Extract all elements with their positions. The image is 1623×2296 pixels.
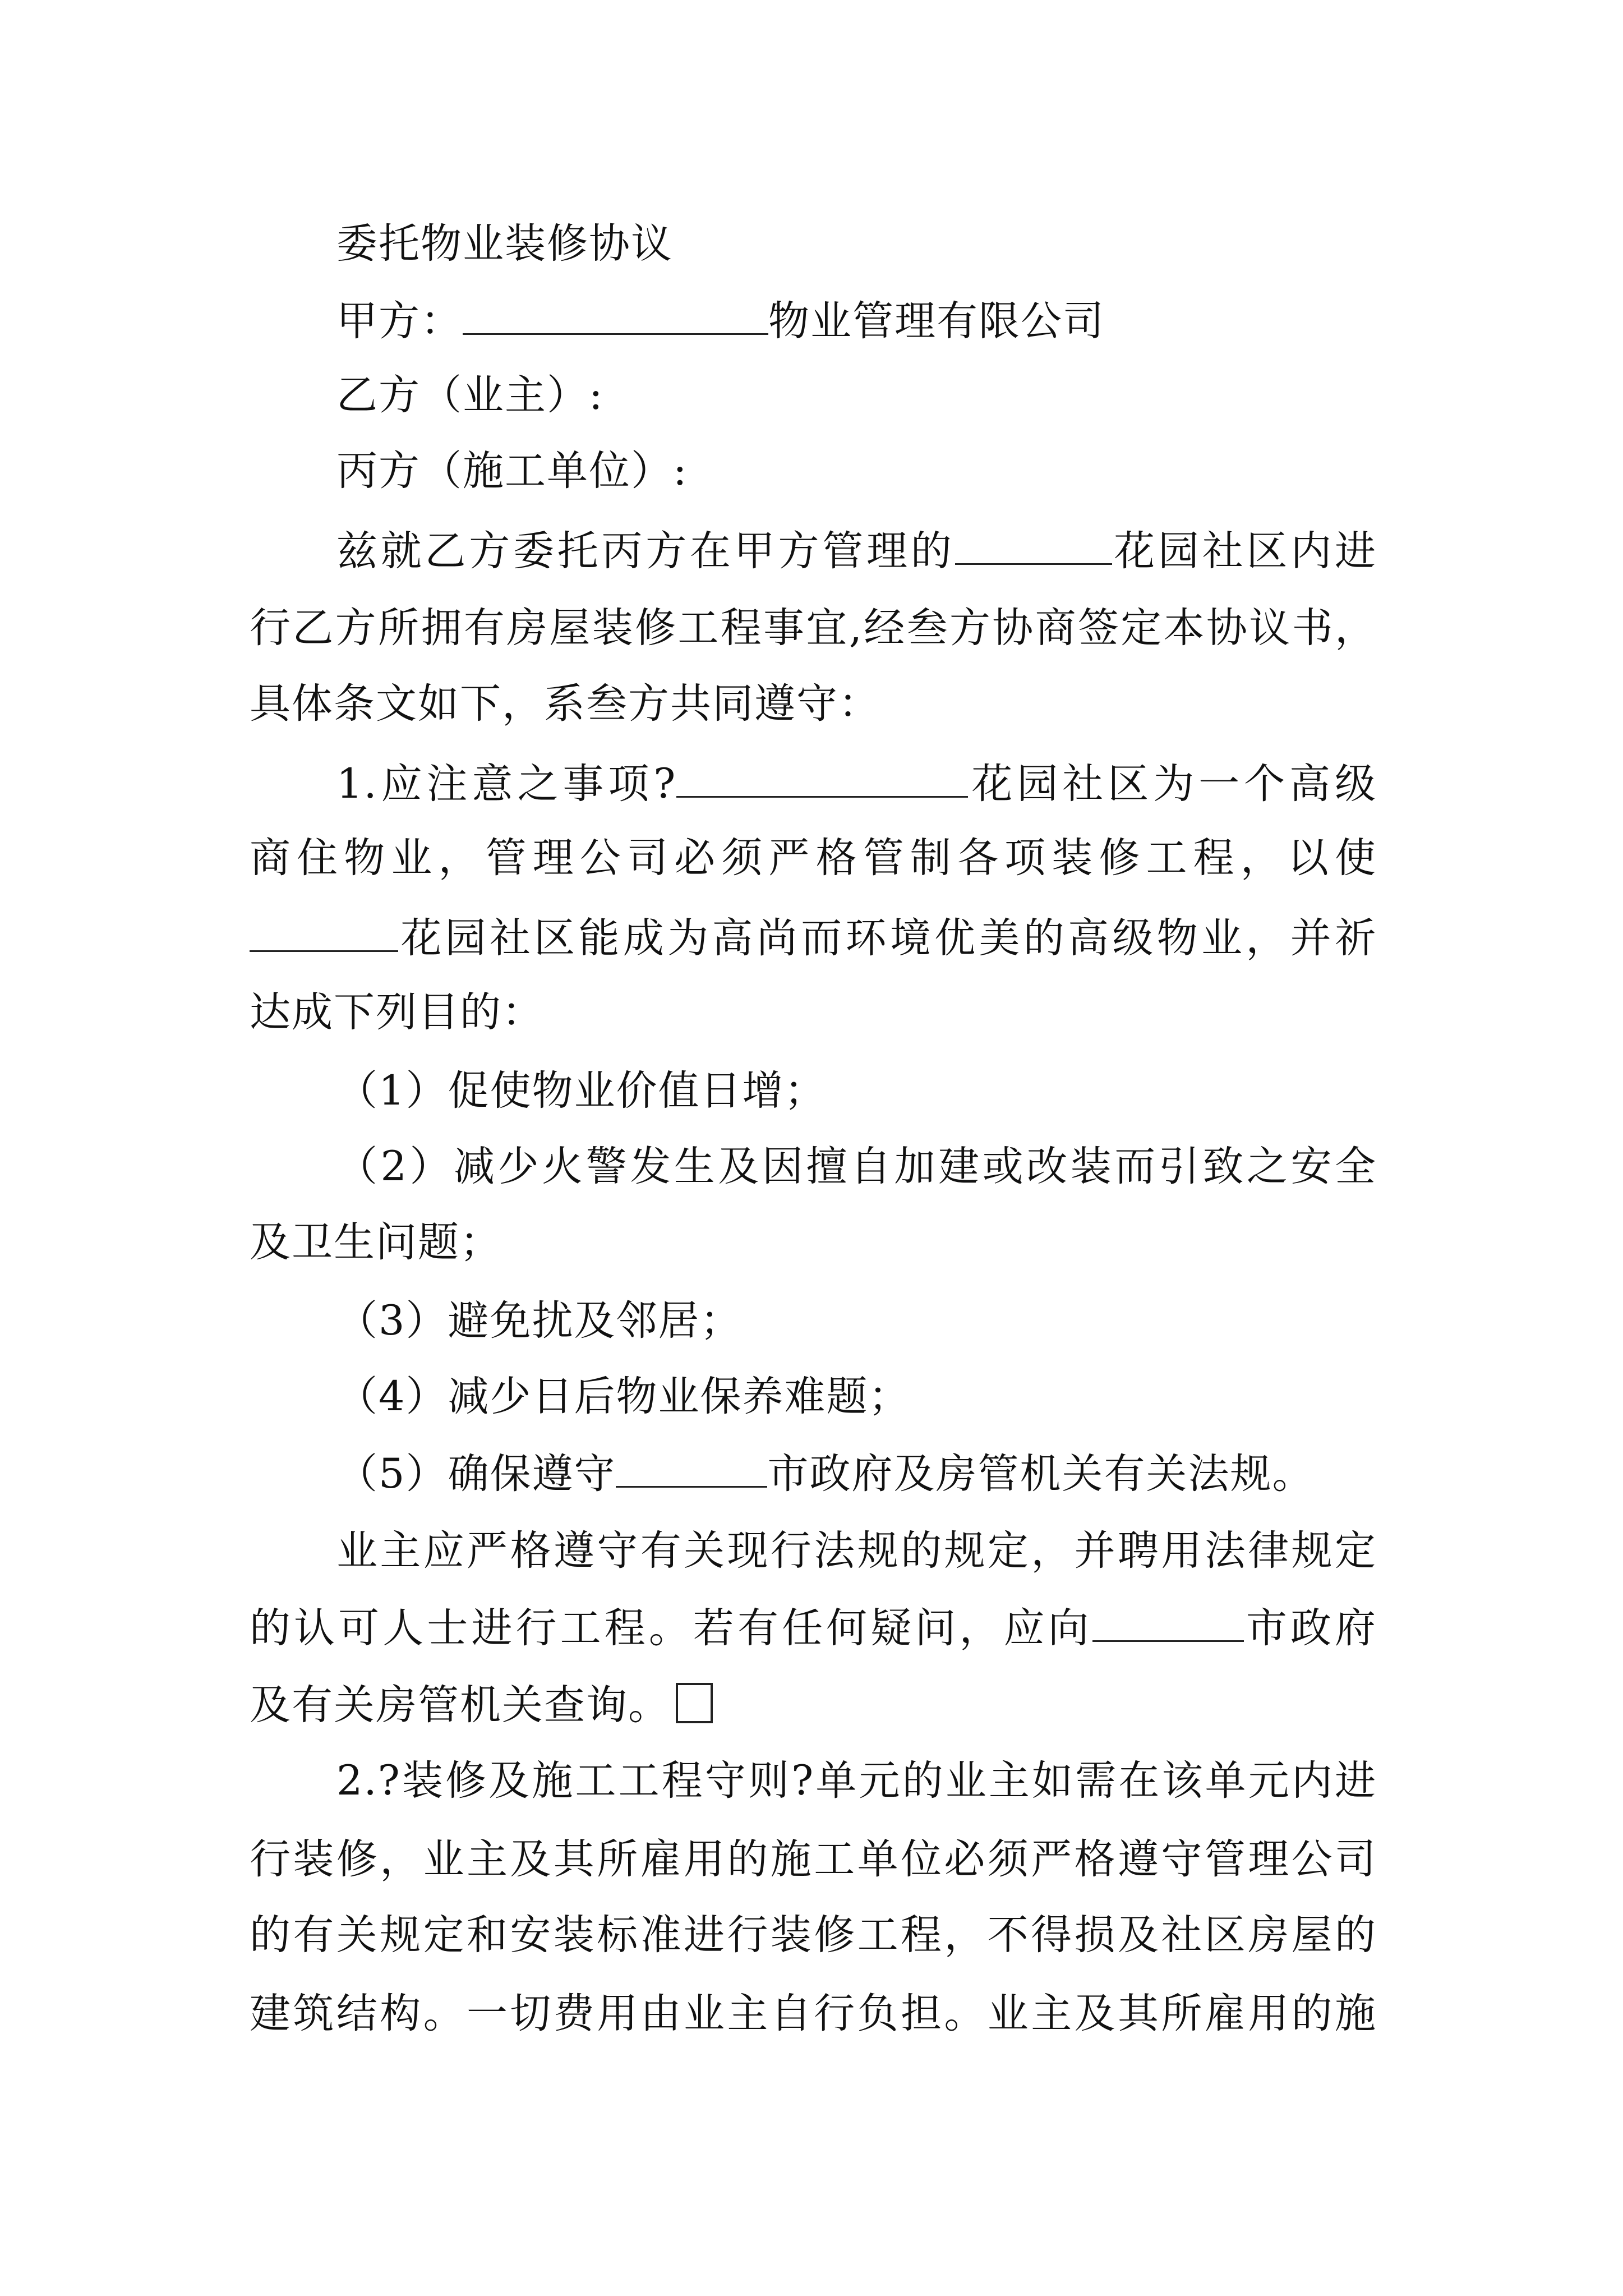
blank-field <box>676 754 968 798</box>
party-b-line: 乙方（业主）: <box>336 371 604 419</box>
party-a-line <box>336 292 1623 349</box>
intro-line-3: 具体条文如下，系叁方共同遵守： <box>250 680 880 728</box>
owner-para-line-1: 业主应严格遵守有关现行法规的规定，并聘用法律规定 <box>336 1527 1377 1575</box>
owner-text-a: 的认可人士进行工程。若有任何疑问，应向 <box>250 1604 1092 1652</box>
list-item: （1）促使物业价值日增； <box>336 1067 827 1115</box>
intro-text-b: 花园社区内进 <box>1112 527 1377 575</box>
party-a-prefix: 甲方： <box>336 297 463 345</box>
section1-text-b: 花园社区为一个高级 <box>968 760 1377 808</box>
list-item: （4）减少日后物业保养难题； <box>336 1373 911 1420</box>
owner-para-line-2 <box>250 1599 1377 1657</box>
list-item-continuation: 及卫生问题； <box>250 1218 502 1266</box>
section1-text-a: 1.应注意之事项? <box>336 760 677 808</box>
section1-line-2: 商住物业，管理公司必须严格管制各项装修工程，以使 <box>250 834 1377 882</box>
party-a-suffix: 物业管理有限公司 <box>768 297 1105 345</box>
intro-line-1 <box>336 522 1377 579</box>
owner-text-b: 市政府 <box>1243 1604 1377 1652</box>
checkbox-placeholder-icon <box>676 1683 713 1723</box>
blank-field <box>250 909 398 952</box>
list-item: （2）减少火警发生及因擅自加建或改装而引致之安全 <box>336 1143 1377 1190</box>
section1-text-c: 花园社区能成为高尚而环境优美的高级物业，并祈 <box>398 914 1377 962</box>
section1-line-3 <box>250 909 1377 967</box>
intro-text-a: 兹就乙方委托丙方在甲方管理的 <box>336 527 955 575</box>
item5-text-a: （5）确保遵守 <box>336 1450 616 1498</box>
list-item <box>336 1444 1623 1502</box>
item5-text-b: 市政府及房管机关有关法规。 <box>767 1450 1315 1498</box>
document-title: 委托物业装修协议 <box>336 220 673 268</box>
owner-para-line-3 <box>250 1677 1623 1733</box>
party-c-line: 丙方（施工单位）: <box>336 447 688 495</box>
section2-line-3: 的有关规定和安装标准进行装修工程，不得损及社区房屋的 <box>250 1911 1377 1959</box>
section2-line-4: 建筑结构。一切费用由业主自行负担。业主及其所雇用的施 <box>250 1990 1377 2037</box>
blank-field <box>955 522 1112 565</box>
blank-field <box>1092 1599 1244 1642</box>
list-item: （3）避免扰及邻居； <box>336 1297 743 1345</box>
blank-field <box>616 1444 767 1488</box>
blank-field <box>463 292 768 335</box>
section1-line-1 <box>336 754 1377 812</box>
owner-text-c: 及有关房管机关查询。 <box>250 1681 670 1729</box>
intro-line-2: 行乙方所拥有房屋装修工程事宜,经叁方协商签定本协议书， <box>250 604 1377 652</box>
section2-line-1: 2.?装修及施工工程守则?单元的业主如需在该单元内进 <box>336 1757 1377 1805</box>
section1-line-4: 达成下列目的： <box>250 988 544 1036</box>
section2-line-2: 行装修，业主及其所雇用的施工单位必须严格遵守管理公司 <box>250 1835 1377 1883</box>
